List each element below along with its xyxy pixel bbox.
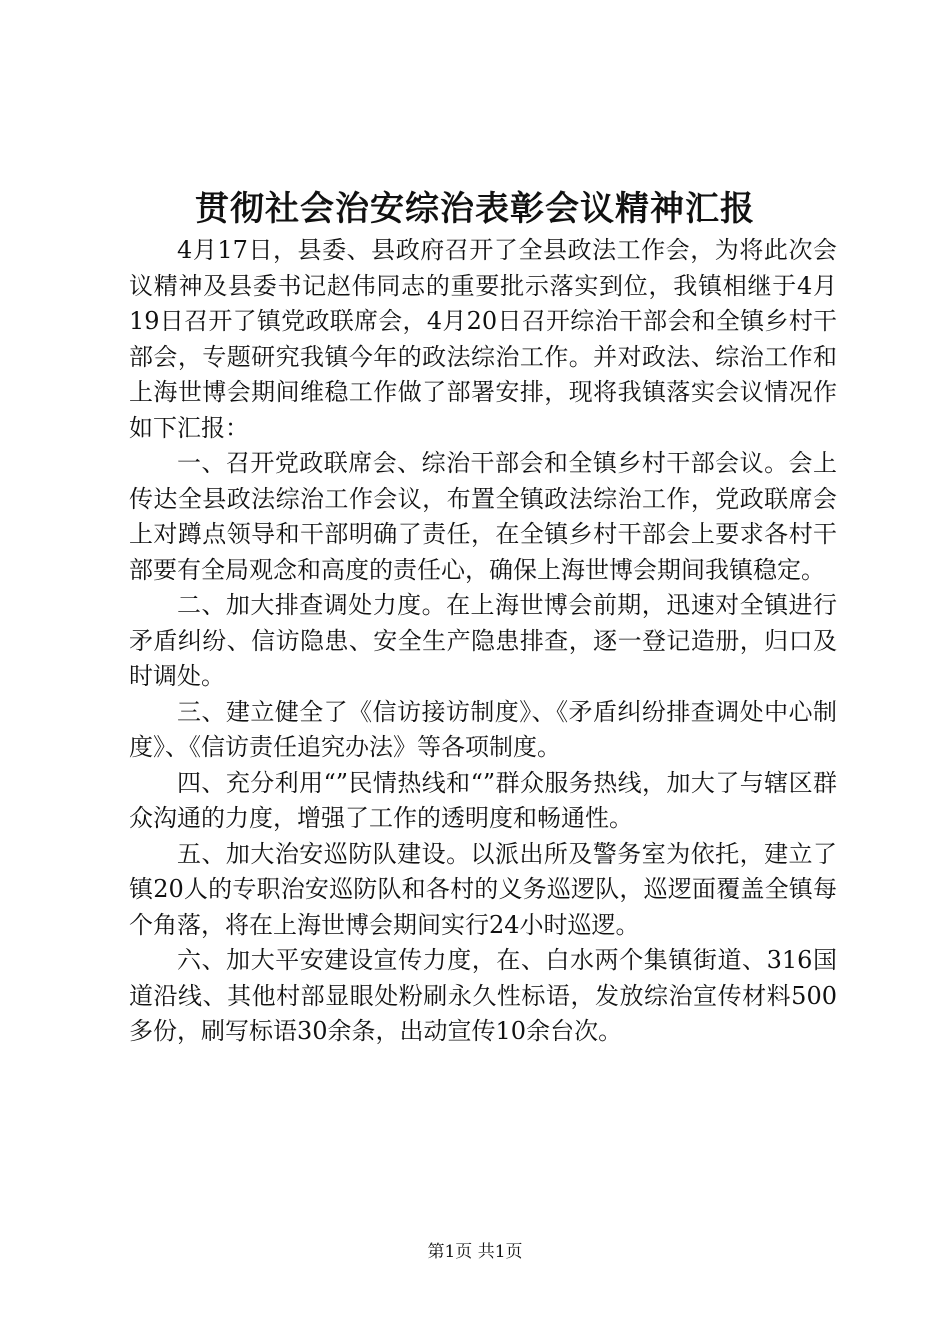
paragraph-item-5: 五、加大治安巡防队建设。以派出所及警务室为依托，建立了镇20人的专职治安巡防队和各村的义务巡逻队，巡逻面覆盖全镇每个角落，将在上海世博会期间实行24小时巡逻。 <box>129 839 837 939</box>
paragraph-item-3: 三、建立健全了《信访接访制度》、《矛盾纠纷排查调处中心制度》、《信访责任追究办法》等各项制度。 <box>129 697 837 761</box>
document-body <box>129 233 837 1050</box>
paragraph-item-2: 二、加大排查调处力度。在上海世博会前期，迅速对全镇进行矛盾纠纷、信访隐患、安全生产隐患排查，逐一登记造册，归口及时调处。 <box>129 591 837 690</box>
document-title: 贯彻社会治安综治表彰会议精神汇报 <box>195 189 755 229</box>
paragraph-intro: 4月17日，县委、县政府召开了全县政法工作会，为将此次会议精神及县委书记赵伟同志的重要批示落实到位，我镇相继于4月19日召开了镇党政联席会，4月20日召开综治干部会和全镇乡村干部会，专题研究我镇今年的政法综治工作。并对政法、综治工作和上海世博会期间维稳工作做了部署安排，现将我镇落实会议情况作如下汇报： <box>129 236 837 442</box>
paragraph-item-1: 一、召开党政联席会、综治干部会和全镇乡村干部会议。会上传达全县政法综治工作会议，布置全镇政法综治工作，党政联席会上对蹲点领导和干部明确了责任，在全镇乡村干部会上要求各村干部要有全局观念和高度的责任心，确保上海世博会期间我镇稳定。 <box>129 449 837 584</box>
paragraph-item-4: 四、充分利用“”民情热线和“”群众服务热线，加大了与辖区群众沟通的力度，增强了工作的透明度和畅通性。 <box>129 768 837 832</box>
page-footer: 第1页 共1页 <box>427 1242 523 1262</box>
paragraph-item-6: 六、加大平安建设宣传力度，在、白水两个集镇街道、316国道沿线、其他村部显眼处粉刷永久性标语，发放综治宣传材料500多份，刷写标语30余条，出动宣传10余台次。 <box>129 946 837 1045</box>
